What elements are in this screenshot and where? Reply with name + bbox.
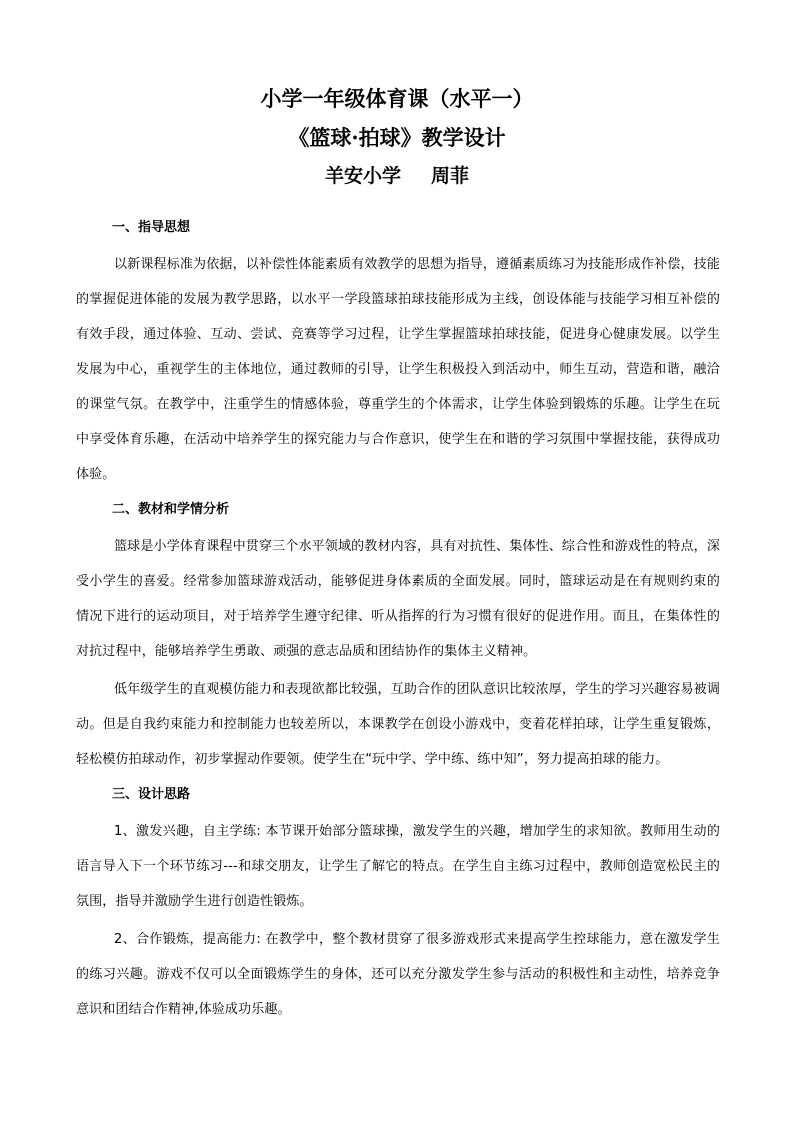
paragraph: 以新课程标准为依据，以补偿性体能素质有效教学的思想为指导，遵循素质练习为技能形成作补偿，技能的掌握促进体能的发展为教学思路，以水平一学段篮球拍球技能形成为主线，创设体能与技能学习相互补偿的有效手段，通过体验、互动、尝试、竞赛等学习过程，让学生掌握篮球拍球技能，促进身心健康发展。以学生发展为中心，重视学生的主体地位，通过教师的引导，让学生积极投入到活动中，师生互动，营造和谐，融洽的课堂气氛。在教学中，注重学生的情感体验，尊重学生的个体需求，让学生体验到锻炼的乐趣。让学生在玩中享受体育乐趣，在活动中培养学生的探究能力与合作意识，使学生在和谐的学习氛围中掌握技能，获得成功体验。 bbox=[76, 257, 720, 482]
document-title: 小学一年级体育课（水平一） bbox=[260, 86, 534, 111]
document-body bbox=[76, 218, 720, 1030]
section-guiding-ideology bbox=[76, 218, 720, 492]
paragraph: 2、合作锻炼，提高能力: 在教学中，整个教材贯穿了很多游戏形式来提高学生控球能力，意在激发学生的练习兴趣。游戏不仅可以全面锻炼学生的身体，还可以充分激发学生参与活动的积极性和主动性，培养竞争意识和团结合作精神,体验成功乐趣。 bbox=[76, 932, 720, 1017]
paragraph: 篮球是小学体育课程中贯穿三个水平领域的教材内容，具有对抗性、集体性、综合性和游戏性的特点，深受小学生的喜爱。经常参加篮球游戏活动，能够促进身体素质的全面发展。同时，篮球运动是在有规则约束的情况下进行的运动项目，对于培养学生遵守纪律、听从指挥的行为习惯有很好的促进作用。而且，在集体性的对抗过程中，能够培养学生勇敢、顽强的意志品质和团结协作的集体主义精神。 bbox=[76, 539, 720, 659]
section-design-approach bbox=[76, 785, 720, 1027]
section-heading: 二、教材和学情分析 bbox=[112, 502, 230, 517]
document-subtitle: 《篮球·拍球》教学设计 bbox=[288, 125, 506, 150]
school-name: 羊安小学 bbox=[324, 165, 401, 187]
section-material-analysis bbox=[76, 500, 720, 777]
author-line bbox=[0, 165, 794, 188]
section-heading: 一、指导思想 bbox=[112, 220, 191, 235]
paragraph: 低年级学生的直观模仿能力和表现欲都比较强，互助合作的团队意识比较浓厚，学生的学习兴趣容易被调动。但是自我约束能力和控制能力也较差所以，本课教学在创设小游戏中，变着花样拍球，让学生重复锻炼，轻松模仿拍球动作，初步掌握动作要领。使学生在“玩中学、学中练、练中知”，努力提高拍球的能力。 bbox=[76, 682, 720, 767]
author-name: 周菲 bbox=[431, 165, 470, 187]
paragraph: 1、激发兴趣，自主学练: 本节课开始部分篮球操，激发学生的兴趣，增加学生的求知欲。教师用生动的语言导入下一个环节练习---和球交朋友，让学生了解它的特点。在学生自主练习过程中，教师创造宽松民主的氛围，指导并激励学生进行创造性锻炼。 bbox=[76, 824, 720, 909]
section-heading: 三、设计思路 bbox=[112, 787, 191, 802]
